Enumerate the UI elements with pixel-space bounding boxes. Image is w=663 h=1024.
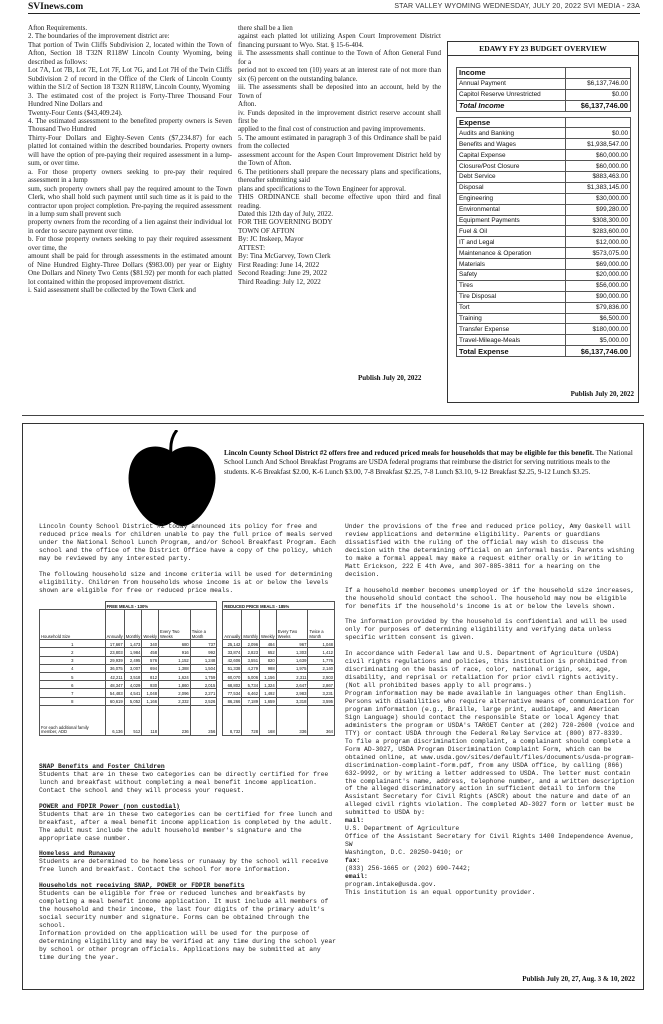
elig-add-cell: 512 [124,705,142,735]
left-col-paragraph: property owners from the recording of a lien against their individual lot in order to secure payment over time. [28,218,232,235]
left-col-paragraph: a. For those property owners seeking to pre-pay their required assessment in a lump [28,167,232,185]
budget-amount: $573,075.00 [565,248,630,259]
budget-label: IT and Legal [457,237,566,248]
elig-row [40,664,335,672]
budget-label: Training [457,313,566,324]
budget-income-row [457,89,631,100]
elig-cell: 1,473 [124,640,142,648]
elig-cell: 458 [142,648,159,656]
mid-col-paragraph: 5. The amount estimated in paragraph 3 of this Ordinance shall be paid from the collected [238,133,441,151]
budget-amount: $99,280.00 [565,204,630,215]
budget-amount: $30,000.00 [565,193,630,204]
elig-row [40,689,335,697]
elig-cell: 3,518 [124,672,142,680]
elig-cell: 967 [276,640,308,648]
elig-cell: 4,029 [124,681,142,689]
lunch-publish-line: Publish July 20, 27, Aug. 3 & 10, 2022 [522,975,635,983]
elig-col-header: Monthly [124,610,142,640]
budget-amount: $60,000.00 [565,161,630,172]
budget-amount: $6,137,746.00 [565,100,630,111]
elig-col-header: Twice a Month [308,610,335,640]
elig-cell: 1,659 [260,697,277,705]
elig-cell: 7,189 [242,697,260,705]
elig-cell: 2,096 [159,689,191,697]
elig-add-cell: 364 [308,705,335,735]
elig-cell: 1,624 [159,672,191,680]
budget-label: Safety [457,270,566,281]
elig-cell: 17,667 [105,640,124,648]
dateline: STAR VALLEY WYOMING WEDNESDAY, JULY 20, 2022 SVI MEDIA - 23A [394,3,640,10]
budget-title: EDAWY FY 23 BUDGET OVERVIEW [448,42,638,56]
mid-col-paragraph: First Reading: June 14, 2022 [238,260,320,269]
elig-row [40,697,335,705]
elig-add-row [40,705,335,735]
budget-label: Capital Expense [457,150,566,161]
elig-row [40,648,335,656]
elig-row [40,656,335,664]
budget-expense-row [457,237,631,248]
elig-cell: 1,975 [276,664,308,672]
elig-cell: 1,388 [159,664,191,672]
mid-col-paragraph: Second Reading: June 29, 2022 [238,269,328,278]
elig-cell: 48,347 [105,681,124,689]
elig-cell: 29,939 [105,656,124,664]
elig-cell: 2,332 [159,697,191,705]
budget-amount: $6,137,746.00 [565,346,630,357]
mid-col-paragraph: plans and specifications to the Town Engineer for approval. [238,184,406,193]
budget-label: Tort [457,302,566,313]
elig-cell: 8 [40,697,106,705]
budget-amount: $283,600.00 [565,226,630,237]
elig-cell: 2,867 [308,681,335,689]
elig-col-header-row [40,610,335,640]
elig-cell: 5,006 [242,672,260,680]
elig-cell: 6,462 [242,689,260,697]
lunch-right-column: Under the provisions of the free and reduced price policy, Amy Gaskell will review applications and determine eligibility. Parents or guardians dissatisfied with the ruling of the official may wish to discuss the decision with the determining official on an informal basis. Parents wishing to make a formal appeal may make a request either orally or in writing to Matt Erickson, 222 E 4th Ave, and 307-885-3811 for a hearing on the decision. If a household member becomes unemployed or if the household size increases, the household should contact the school. The household may now be eligible for benefits if the household's income is at or below the levels shown. The information provided by the household is confidential and will be used only for purposes of determining eligibility and verifying data unless specific written consent is given. In accordance with Federal law and U.S. Department of Agriculture (USDA) civil rights regulations and policies, this institution is prohibited from discriminating on the basis of race, color, national origin, sex, age, disability, and reprisal or retaliation for prior civil rights activity. (Not all prohibited bases apply to all programs.) Program information may be made available in languages other than English. Persons with disabilities who require alternative means of communication for program information (e.g., Braille, large print, audiotape, and American Sign Language) should contact the responsible State or local Agency that administers the program or USDA's TARGET Center at (202) 720-2600 (voice and TTY) or contact USDA through the Federal Relay Service at (800) 877-8339. To file a program discrimination complaint, a complainant should complete a Form AD-3027, USDA Program Discrimination Complaint Form, which can be obtained online, at www.usda.gov/sites/default/files/documents/usda-program-discrimination-complaint-form.pdf, from any USDA office, by calling (866) 632-9992, or by writing a letter addressed to USDA. The letter must contain the complainant's name, address, telephone number, and a written description of the alleged discriminatory action in sufficient detail to inform the Assistant Secretary for Civil Rights (ASCR) about the nature and date of an alleged civil rights violation. The completed AD-3027 form or letter must be submitted to USDA by: mail: U.S. Department of Agriculture Office of the Assistant Secretary for Civil Rights 1400 Independence Avenue, SW Washington, D.C. 20250-9410; or fax: (833) 256-1665 or (202) 690-7442; email: program.intake@usda.gov. This institution is an equal opportunity provider. [345,523,635,896]
budget-expense-row [457,248,631,259]
school-lunch-notice [22,423,644,990]
elig-cell: 1,303 [276,648,308,656]
elig-cell: 680 [159,640,191,648]
budget-expense-row [457,280,631,291]
elig-cell: 1,324 [260,681,277,689]
budget-label: Income [457,68,566,79]
budget-expense-row [457,313,631,324]
elig-cell: 1,776 [308,656,335,664]
elig-cell: 1,048 [142,689,159,697]
budget-table [456,67,631,357]
elig-cell: 2,823 [242,648,260,656]
elig-cell: 51,338 [223,664,242,672]
budget-expense-row [457,204,631,215]
mid-col-paragraph: assessment account for the Aspen Court Improvement District held by the Town of Afton. [238,150,441,168]
elig-col-header: Monthly [242,610,260,640]
elig-cell: 3,318 [276,697,308,705]
lunch-left-column: Lincoln County School District #2 today announced its policy for free and reduced price meals for children unable to pay the full price of meals served under the National School Lunch Program, and/or School Breakfast Program. Each school and the office of the District Office have a copy of the policy, which may be reviewed by any interested party. The following household size and income criteria will be used for determining eligibility. Children from households whose income is at or below the levels shown are eligible for free or reduced price meals. [39,523,336,594]
site-name: SVInews.com [28,2,84,12]
budget-publish-line: Publish July 20, 2022 [570,390,634,398]
budget-label: Disposal [457,182,566,193]
elig-cell: 68,802 [223,681,242,689]
elig-cell: 737 [190,640,217,648]
mid-col-paragraph: By: Tina McGarvey, Town Clerk [238,252,331,261]
budget-amount: $69,000.00 [565,259,630,270]
budget-expense-row [457,193,631,204]
elig-cell: 1 [40,640,106,648]
elig-add-label: For each additional family member, ADD [40,705,106,735]
elig-cell: 2,503 [308,672,335,680]
left-col-paragraph: Twenty-Four Cents ($43,409.24). [28,108,123,117]
budget-income-header [457,68,631,79]
budget-label: Closure/Post Closure [457,161,566,172]
elig-cell: 7 [40,689,106,697]
elig-group-row [40,602,335,610]
budget-expense-row [457,291,631,302]
elig-cell: 988 [260,664,277,672]
elig-cell: 60,070 [223,672,242,680]
elig-col-header: Household Size [40,610,106,640]
budget-amount: $20,000.00 [565,270,630,281]
budget-label: Annual Payment [457,78,566,89]
elig-cell: 3,551 [242,656,260,664]
elig-cell: 2,647 [276,681,308,689]
budget-label: Audits and Banking [457,128,566,139]
left-col-paragraph: i. Said assessment shall be collected by the Town Clerk and [28,286,196,295]
elig-cell: 5 [40,672,106,680]
elig-add-cell: 256 [190,705,217,735]
income-eligibility-table [39,601,335,736]
mid-col-paragraph: applied to the final cost of construction and paving improvements. [238,125,426,134]
left-col-paragraph: Afton Requirements. [28,24,88,32]
budget-amount [565,117,630,128]
elig-cell: 652 [260,648,277,656]
elig-cell: 1,156 [260,672,277,680]
elig-blank [40,602,106,610]
elig-cell: 1,166 [142,697,159,705]
budget-amount: $1,938,547.00 [565,139,630,150]
elig-cell: 2,983 [276,689,308,697]
budget-label: Materials [457,259,566,270]
elig-cell: 36,075 [105,664,124,672]
elig-row [40,672,335,680]
budget-label: Engineering [457,193,566,204]
elig-cell: 1,152 [159,656,191,664]
elig-cell: 2,140 [308,664,335,672]
budget-amount: $6,137,746.00 [565,78,630,89]
elig-add-cell: 728 [242,705,260,735]
budget-amount: $180,000.00 [565,324,630,335]
budget-expense-row [457,324,631,335]
free-meals-header: FREE MEALS - 130% [105,602,217,610]
elig-cell: 2,096 [242,640,260,648]
budget-label: Equipment Payments [457,215,566,226]
budget-expense-row [457,259,631,270]
left-col-paragraph: sum, such property owners shall pay the required amount to the Town Clerk, who shall hold such payment until such time as it is paid to the contractor upon project completion. Pre-paying the required assessment in a lump sum shall prevent such [28,184,232,218]
elig-cell: 2,311 [276,672,308,680]
budget-amount: $60,000.00 [565,150,630,161]
budget-amount: $90,000.00 [565,291,630,302]
budget-label: Fuel & Oil [457,226,566,237]
budget-label: Total Expense [457,346,566,357]
mid-col-paragraph: TOWN OF AFTON [238,226,295,235]
elig-cell: 23,803 [105,648,124,656]
budget-label: Capitol Reserve Unrestricted [457,89,566,100]
elig-cell: 42,211 [105,672,124,680]
elig-cell: 484 [260,640,277,648]
elig-cell: 6 [40,681,106,689]
budget-overview-box [447,41,639,403]
budget-label: Travel-Mileage-Meals [457,335,566,346]
elig-cell: 5,052 [124,697,142,705]
middle-publish-line: Publish July 20, 2022 [358,374,422,382]
budget-label: Environmental [457,204,566,215]
elig-cell: 820 [260,656,277,664]
elig-cell: 54,483 [105,689,124,697]
budget-expense-total [457,346,631,357]
budget-label: Tires [457,280,566,291]
elig-add-cell: 168 [260,705,277,735]
elig-cell: 2,015 [190,681,217,689]
budget-amount: $0.00 [565,128,630,139]
left-col-paragraph: That portion of Twin Cliffs Subdivision 2, located within the Town of Afton, Section 18 T32N R118W Lincoln County Wyoming, being described as follows: [28,40,232,66]
budget-label: Tire Disposal [457,291,566,302]
mid-col-paragraph: iv. Funds deposited in the improvement district reserve account shall first be [238,108,441,125]
elig-cell: 4 [40,664,106,672]
elig-col-header: Annually [223,610,242,640]
elig-col-header: Annually [105,610,124,640]
budget-amount: $308,300.00 [565,215,630,226]
elig-cell: 60,619 [105,697,124,705]
elig-cell: 4,279 [242,664,260,672]
budget-label: Benefits and Wages [457,139,566,150]
elig-cell: 86,266 [223,697,242,705]
left-col-paragraph: 2. The boundaries of the improvement district are: [28,32,170,41]
lunch-intro: Lincoln County School District #2 offers free and reduced priced meals for households that may be eligible for this benefit. The National School Lunch And School Breakfast Programs are USDA federal programs that reimburse the district for serving nutritious meals to the students. K-6 Breakfast $2.00, K-6 Lunch $3.00, 7-8 Breakfast $2.25, 7-8 Lunch $3.10, 9-12 Breakfast $2.25, 9-12 Lunch $3.25. [224,449,633,476]
budget-expense-row [457,139,631,150]
elig-cell: 812 [142,672,159,680]
left-col-paragraph: 4. The estimated assessment to the benefited property owners is Seven Thousand Two Hundred [28,116,232,134]
mid-col-paragraph: ATTEST: [238,243,266,252]
mid-col-paragraph: iii. The assessments shall be deposited into an account, held by the Town of [238,83,441,100]
elig-cell: 1,048 [308,640,335,648]
elig-add-cell: 118 [142,705,159,735]
elig-row [40,640,335,648]
budget-amount: $1,383,145.00 [565,182,630,193]
lunch-left-categories: SNAP Benefits and Foster Children Students that are in these two categories can be directly certified for free lunch and breakfast without completing a meal benefit income application. Contact the school and they will process your request. POWER and FDPIR Power (non custodial) Students that are in these two categories can be certified for free lunch and breakfast, after a meal benefit income application is completed by the adult. The adult must include the adult household member's signature and the appropriate case number. Homeless and Runaway Students are determined to be homeless or runaway by the school will receive free lunch and breakfast. Contact the school for more information. Households not receiving SNAP, POWER or FDPIR benefits Students can be eligible for free or reduced lunches and breakfasts by completing a meal benefit income application. It must include all members of the household and their income, the last four digits of the primary adult's social security number and signature. Forms can be obtained through the school. Information provided on the application will be used for the purpose of determining eligibility and may be verified at any time during the school year by school or other program officials. Applications may be submitted at any time during the year. [39,763,336,961]
budget-label: Expense [457,117,566,128]
budget-amount: $12,000.00 [565,237,630,248]
budget-expense-row [457,161,631,172]
budget-amount: $883,463.00 [565,172,630,183]
elig-add-cell: 8,732 [223,705,242,735]
left-col-paragraph: 3. The estimated cost of the project is Forty-Three Thousand Four Hundred Nine Dollars and [28,91,232,109]
budget-label: Total Income [457,100,566,111]
elig-cell: 3,007 [124,664,142,672]
elig-cell: 992 [190,648,217,656]
elig-cell: 4,541 [124,689,142,697]
budget-expense-row [457,302,631,313]
budget-income-total [457,100,631,111]
left-column-notice [28,24,232,295]
budget-expense-row [457,335,631,346]
elig-cell: 33,874 [223,648,242,656]
elig-add-cell: 6,136 [105,705,124,735]
budget-amount: $6,500.00 [565,313,630,324]
reduced-meals-header: REDUCED PRICE MEALS - 185% [223,602,335,610]
page-header [28,0,640,14]
left-col-paragraph: amount shall be paid for through assessments in the estimated amount of Nine Hundred Eighty-Three Dollars ($983.00) per year or Eighty One Dollars and Ninety Two Cents ($81.92) per month for each platted lot contained within the proposed improvement district. [28,252,232,286]
elig-add-cell: 236 [159,705,191,735]
budget-expense-row [457,226,631,237]
elig-cell: 77,534 [223,689,242,697]
mid-col-paragraph: FOR THE GOVERNING BODY [238,218,333,227]
budget-expense-row [457,215,631,226]
mid-col-paragraph: Dated this 12th day of July, 2022. [238,209,334,218]
elig-col-header: Weekly [142,610,159,640]
budget-expense-row [457,182,631,193]
mid-col-paragraph: By: JC Inskeep, Mayor [238,235,304,244]
budget-income-row [457,78,631,89]
elig-cell: 1,759 [190,672,217,680]
elig-row [40,681,335,689]
budget-expense-row [457,172,631,183]
elig-cell: 1,984 [124,648,142,656]
mid-col-paragraph: Third Reading: July 12, 2022 [238,277,321,286]
budget-expense-row [457,128,631,139]
budget-label: Debt Service [457,172,566,183]
mid-col-paragraph: 6. The petitioners shall prepare the necessary plans and specifications, thereafter submitting said [238,167,441,185]
elig-cell: 1,412 [308,648,335,656]
left-col-paragraph: Thirty-Four Dollars and Eighty-Seven Cents ($7,234.87) for each platted lot contained within the described boundaries. Property owners will have the option of pre-paying their required assessment in a lump-sum, or over time. [28,133,232,168]
mid-col-paragraph: period not to exceed ten (10) years at an interest rate of not more than six (6) percent on the outstanding balance. [238,66,441,83]
elig-cell: 916 [159,648,191,656]
elig-cell: 1,860 [159,681,191,689]
elig-cell: 930 [142,681,159,689]
elig-cell: 1,248 [190,656,217,664]
elig-cell: 3,595 [308,697,335,705]
mid-col-paragraph: ii. The assessments shall continue to the Town of Afton General Fund for a [238,49,441,66]
budget-amount: $0.00 [565,89,630,100]
budget-amount: $79,836.00 [565,302,630,313]
elig-col-header: Every Two Weeks [159,610,191,640]
budget-expense-header [457,117,631,128]
mid-col-paragraph: there shall be a lien [238,24,293,32]
elig-cell: 694 [142,664,159,672]
budget-amount [565,68,630,79]
left-col-paragraph: Lot 7A, Lot 7B, Lot 7E, Lot 7F, Lot 7G, and Lot 7H of the Twin Cliffs Subdivision 2 of record in the Office of the Clerk of Lincoln County within the S1/2 of Section 18 T32N R118W, Lincoln County, Wyoming [28,66,232,92]
budget-amount: $56,000.00 [565,280,630,291]
elig-cell: 25,142 [223,640,242,648]
budget-label: Transfer Expense [457,324,566,335]
budget-label: Maintenance & Operation [457,248,566,259]
elig-cell: 3,231 [308,689,335,697]
elig-cell: 5,734 [242,681,260,689]
budget-amount: $5,000.00 [565,335,630,346]
elig-cell: 2,495 [124,656,142,664]
elig-cell: 1,639 [276,656,308,664]
mid-col-paragraph: Afton. [238,100,257,109]
elig-cell: 42,606 [223,656,242,664]
mid-col-paragraph: THIS ORDINANCE shall become effective upon third and final reading. [238,193,441,210]
elig-cell: 2,271 [190,689,217,697]
elig-col-header: Twice a Month [190,610,217,640]
elig-cell: 576 [142,656,159,664]
elig-cell: 1,504 [190,664,217,672]
budget-expense-row [457,150,631,161]
elig-cell: 2 [40,648,106,656]
elig-col-header: Every Two Weeks [276,610,308,640]
left-col-paragraph: b. For those property owners seeking to pay their required assessment over time, the [28,235,232,252]
apple-icon [119,430,225,530]
middle-column-notice [238,24,441,286]
elig-cell: 2,526 [190,697,217,705]
elig-cell: 3 [40,656,106,664]
section-divider [22,415,644,416]
elig-col-header: Weekly [260,610,277,640]
elig-cell: 1,492 [260,689,277,697]
elig-add-cell: 336 [276,705,308,735]
mid-col-paragraph: against each platted lot utilizing Aspen Court Improvement District financing pursuant to Wyo. Stat. § 15-6-404. [238,32,441,49]
budget-expense-row [457,270,631,281]
elig-cell: 340 [142,640,159,648]
